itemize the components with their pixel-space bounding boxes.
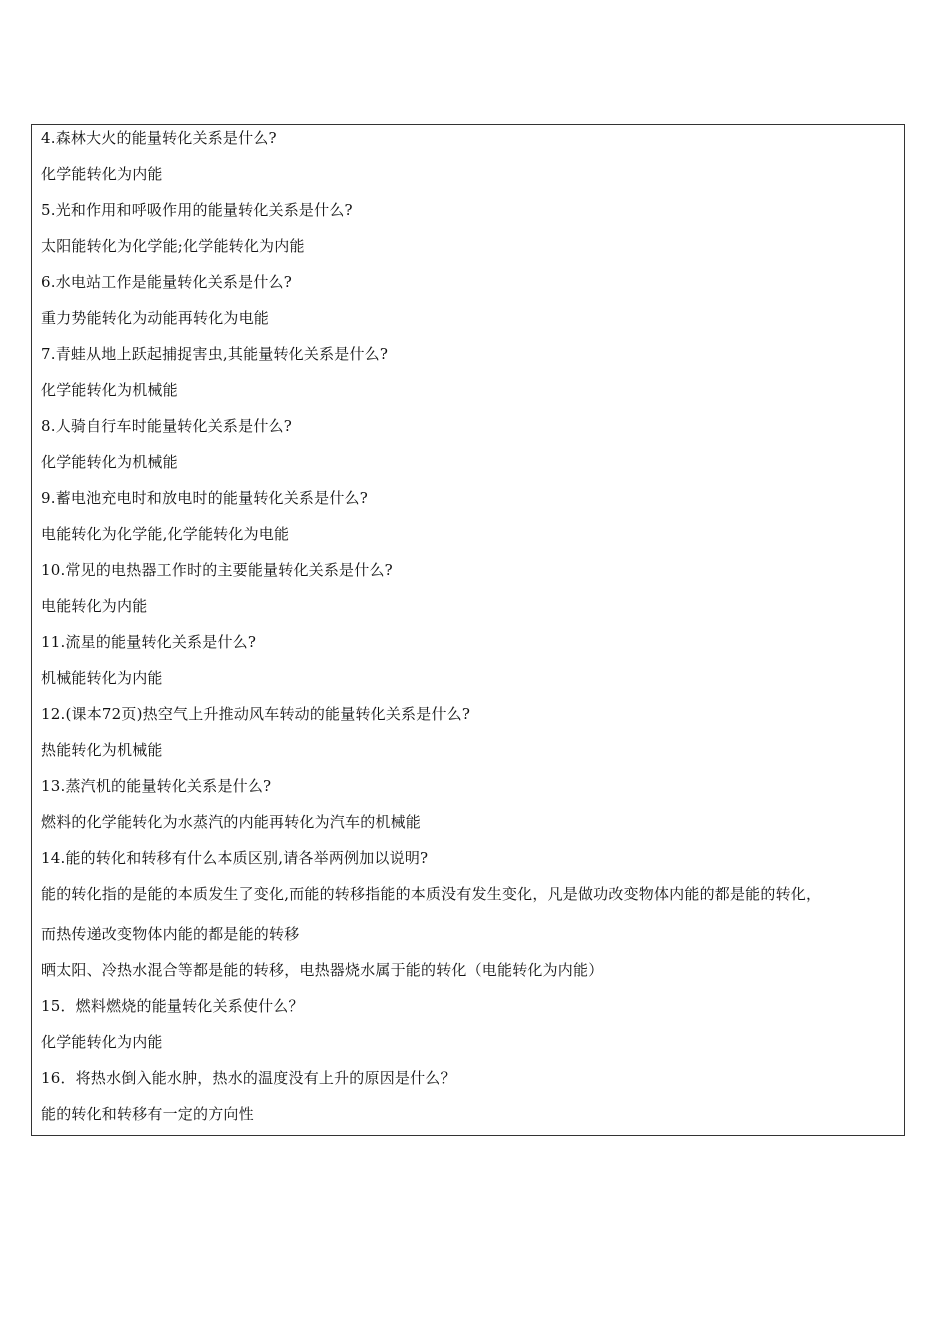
answer-14-line-2: 而热传递改变物体内能的都是能的转移: [41, 925, 300, 943]
question-8: 8.人骑自行车时能量转化关系是什么?: [41, 417, 292, 435]
answer-14-line-1: 能的转化指的是能的本质发生了变化,而能的转移指能的本质没有发生变化，凡是做功改变物体内能的都是能的转化，: [41, 885, 822, 903]
answer-9: 电能转化为化学能,化学能转化为电能: [41, 525, 290, 543]
question-14: 14.能的转化和转移有什么本质区别,请各举两例加以说明?: [41, 849, 429, 867]
answer-8: 化学能转化为机械能: [41, 453, 178, 471]
answer-14-line-3: 晒太阳、冷热水混合等都是能的转移，电热器烧水属于能的转化（电能转化为内能）: [41, 961, 604, 979]
answer-15: 化学能转化为内能: [41, 1033, 163, 1051]
question-12: 12.(课本72页)热空气上升推动风车转动的能量转化关系是什么?: [41, 705, 471, 723]
question-10: 10.常见的电热器工作时的主要能量转化关系是什么?: [41, 561, 393, 579]
question-15: 15．燃料燃烧的能量转化关系使什么？: [41, 997, 304, 1015]
answer-12: 热能转化为机械能: [41, 741, 163, 759]
answer-4: 化学能转化为内能: [41, 165, 163, 183]
answer-11: 机械能转化为内能: [41, 669, 163, 687]
question-11: 11.流星的能量转化关系是什么?: [41, 633, 257, 651]
answer-5: 太阳能转化为化学能;化学能转化为内能: [41, 237, 305, 255]
answer-7: 化学能转化为机械能: [41, 381, 178, 399]
answer-10: 电能转化为内能: [41, 597, 148, 615]
answer-6: 重力势能转化为动能再转化为电能: [41, 309, 270, 327]
question-9: 9.蓄电池充电时和放电时的能量转化关系是什么?: [41, 489, 368, 507]
answer-13: 燃料的化学能转化为水蒸汽的内能再转化为汽车的机械能: [41, 813, 422, 831]
question-6: 6.水电站工作是能量转化关系是什么?: [41, 273, 292, 291]
question-5: 5.光和作用和呼吸作用的能量转化关系是什么?: [41, 201, 353, 219]
question-13: 13.蒸汽机的能量转化关系是什么?: [41, 777, 272, 795]
question-4: 4.森林大火的能量转化关系是什么?: [41, 129, 277, 147]
question-16: 16．将热水倒入能水肿，热水的温度没有上升的原因是什么？: [41, 1069, 456, 1087]
question-7: 7.青蛙从地上跃起捕捉害虫,其能量转化关系是什么?: [41, 345, 389, 363]
answer-16: 能的转化和转移有一定的方向性: [41, 1105, 254, 1123]
